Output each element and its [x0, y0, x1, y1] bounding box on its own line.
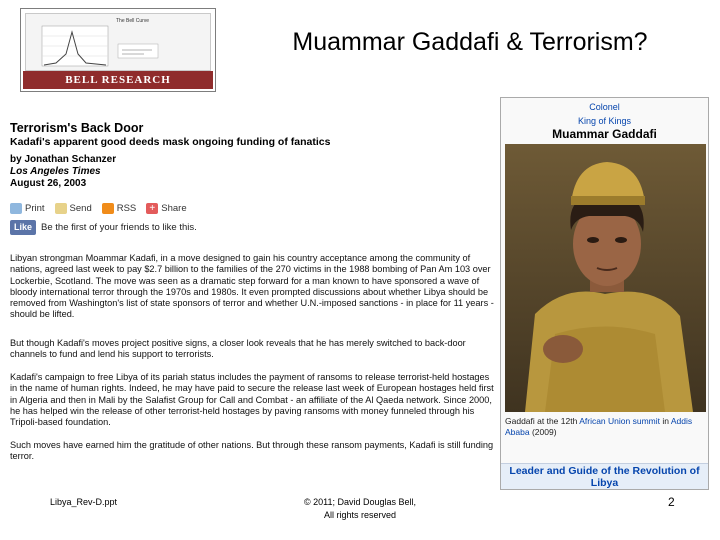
copyright-line-2: All rights reserved: [323, 510, 397, 520]
rss-button[interactable]: [102, 203, 137, 214]
article-subheadline: Kadafi's apparent good deeds mask ongoing funding of fanatics: [10, 136, 331, 148]
wikipedia-infobox: [500, 97, 709, 490]
send-button[interactable]: [55, 203, 92, 214]
like-text: Be the first of your friends to like this.: [41, 222, 197, 233]
share-label: Share: [161, 202, 187, 214]
logo-chart-title: The Bell Curve: [116, 18, 150, 24]
infobox-office-title[interactable]: Leader and Guide of the Revolution of Libya: [501, 463, 708, 489]
share-button[interactable]: [146, 203, 186, 214]
article-byline-block: [10, 154, 116, 190]
article-paragraph-2: But though Kadafi's moves project positive signs, a closer look reveals that he has merely switched to back-door channels to fund and lend his support to terrorists.: [10, 338, 466, 360]
share-toolbar: [10, 200, 187, 216]
infobox-rank[interactable]: Colonel: [589, 102, 620, 112]
caption-prefix: Gaddafi at the 12th: [505, 416, 580, 426]
article-paragraph-4: Such moves have earned him the gratitude of other nations. But through these ransom payments, Kadafi is still funding terror.: [10, 440, 494, 462]
portrait-illustration: [505, 144, 706, 412]
article-panel: [6, 116, 498, 498]
rss-icon: [102, 203, 114, 214]
send-label: Send: [69, 202, 92, 214]
caption-mid: in: [659, 416, 671, 426]
print-label: Print: [25, 202, 45, 214]
caption-link-african-union[interactable]: African Union summit: [579, 416, 660, 426]
caption-link-addis-ababa[interactable]: Addis Ababa: [505, 416, 693, 437]
rss-label: RSS: [116, 202, 137, 214]
bell-research-logo: [20, 8, 216, 104]
footer-copyright: [270, 496, 450, 522]
article-paragraph-3: Kadafi's campaign to free Libya of its pariah status includes the payment of ransoms to release terrorist-held hostages in the name of human rights. Indeed, he may have paid to secure the release last week of European hostages held first in Algeria and then in Mali by the Salafist Group for Call and Combat - an affiliate of the Al Qaeda network. Since 2000, he has helped win the release of other terrorist-held hostages by paving ransoms with money funneled through his Tripoli-based foundation.: [10, 372, 494, 428]
infobox-name: Muammar Gaddafi: [552, 127, 657, 141]
like-button[interactable]: Like: [10, 220, 36, 235]
printer-icon: [10, 203, 22, 214]
article-paragraph-1: Libyan strongman Moammar Kadafi, in a move designed to gain his country acceptance among the community of nations, agreed last week to pay $2.7 billion to the families of the 270 victims in the 1988 bombing of Pan Am 103 over Lockerbie, Scotland. The move was seen as a dramatic step forward for a man known to have sponsored a wave of bloody international terror through the 1970s and 1980s. It even prompted discussions about whether Libya should be removed from Washington's list of state sponsors of terror and whether U.N.-imposed sanctions - in place for 11 years - should be lifted.: [10, 253, 494, 320]
like-bar: [10, 220, 197, 235]
plus-icon: +: [146, 203, 158, 214]
article-headline: Terrorism's Back Door: [10, 121, 144, 135]
portrait-photo: [505, 144, 706, 412]
infobox-title-alt[interactable]: King of Kings: [577, 116, 632, 126]
print-button[interactable]: [10, 203, 45, 214]
article-byline: by Jonathan Schanzer: [10, 154, 117, 165]
footer-filename: Libya_Rev-D.ppt: [50, 497, 118, 507]
logo-chart: [25, 13, 211, 71]
slide-title: Muammar Gaddafi & Terrorism?: [292, 28, 648, 56]
logo-brand-text: BELL RESEARCH LABORATORY: [23, 71, 213, 89]
caption-suffix: (2009): [529, 427, 557, 437]
bell-curve-graphic: [26, 14, 212, 72]
article-publication: Los Angeles Times: [10, 166, 101, 177]
envelope-icon: [55, 203, 67, 214]
infobox-caption: [505, 416, 706, 438]
article-date: August 26, 2003: [10, 178, 87, 189]
copyright-line-1: © 2011; David Douglas Bell,: [303, 497, 417, 507]
page-number: 2: [668, 495, 675, 509]
